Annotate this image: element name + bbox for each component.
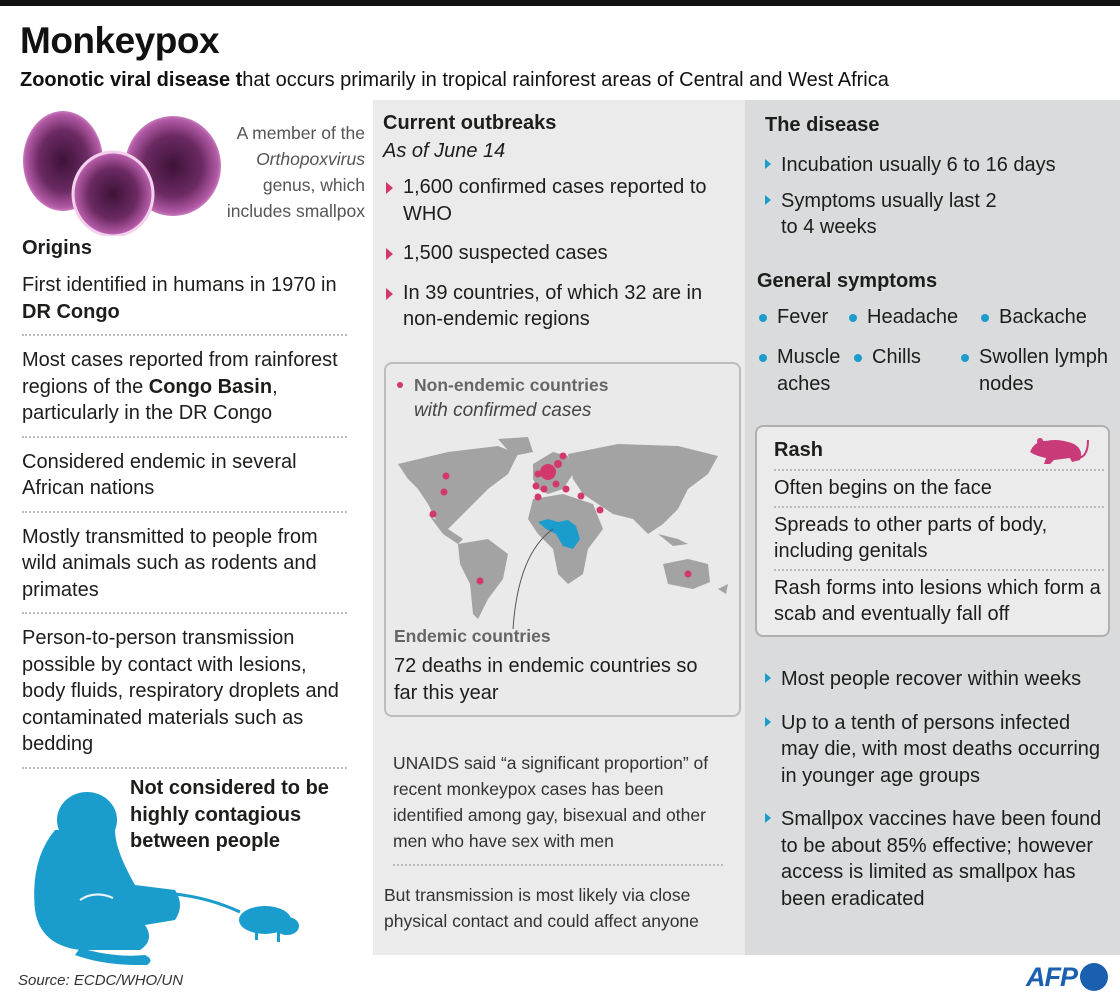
transmission-note: But transmission is most likely via close physical contact and could affect anyone [384, 885, 699, 931]
stat-item: 1,600 confirmed cases reported to WHO [383, 174, 738, 227]
source-credit: Source: ECDC/WHO/UN [18, 972, 184, 989]
dot-bullet-icon [981, 314, 989, 322]
page-subtitle [20, 69, 889, 92]
triangle-bullet-icon [765, 195, 771, 205]
symptom-item: Muscle aches [757, 344, 847, 397]
disease-heading: The disease [765, 114, 880, 136]
origin-item: Mostly transmitted to people from wild animals such as rodents and primates [22, 522, 347, 615]
endemic-deaths: 72 deaths in endemic countries so far this year [394, 655, 698, 704]
world-map-panel [384, 362, 741, 717]
triangle-bullet-icon [765, 673, 771, 683]
rash-item: Rash forms into lesions which form a scab and eventually fall off [774, 569, 1104, 632]
dot-bullet-icon [961, 354, 969, 362]
origin-item: First identified in humans in 1970 in DR Congo [22, 270, 347, 336]
stat-item: In 39 countries, of which 32 are in non-endemic regions [383, 280, 738, 333]
unaids-note: UNAIDS said “a significant proportion” of recent monkeypox cases has been identified among gay, bisexual and other men who have sex with men [393, 750, 723, 866]
pink-dot-icon [397, 382, 403, 388]
outbreaks-date: As of June 14 [383, 140, 506, 162]
triangle-bullet-icon [765, 159, 771, 169]
disease-facts [763, 152, 1108, 250]
fact-item: Most people recover within weeks [763, 666, 1108, 693]
origin-item: Considered endemic in several African nations [22, 447, 347, 513]
subtitle-rest: hat occurs primarily in tropical rainforest areas of Central and West Africa [242, 69, 889, 91]
outcome-facts [763, 666, 1108, 929]
fact-item: Smallpox vaccines have been found to be about 85% effective; however access is limited as smallpox has been eradicated [763, 806, 1103, 912]
symptom-item: Backache [979, 304, 1087, 331]
page-title: Monkeypox [20, 20, 220, 61]
subtitle-bold: Zoonotic viral disease t [20, 69, 243, 91]
outbreak-stats [383, 174, 738, 346]
triangle-bullet-icon [765, 813, 771, 823]
outbreaks-column [373, 100, 745, 955]
dot-bullet-icon [854, 354, 862, 362]
triangle-bullet-icon [765, 717, 771, 727]
disease-column [745, 100, 1120, 955]
rash-item: Spreads to other parts of body, including genitals [774, 506, 1104, 569]
rash-heading: Rash [774, 439, 823, 461]
origins-heading: Origins [22, 237, 93, 259]
virus-caption: A member of the Orthopoxvirus genus, which includes smallpox [226, 123, 365, 221]
map-legend-title: Non-endemic countries [414, 375, 609, 395]
origin-item: Most cases reported from rainforest regions of the Congo Basin, particularly in the DR Congo [22, 345, 347, 438]
symptom-item: Swollen lymph nodes [959, 344, 1109, 397]
dot-bullet-icon [849, 314, 857, 322]
rash-list [774, 469, 1104, 632]
outbreaks-heading: Current outbreaks [383, 112, 557, 134]
stat-item: 1,500 suspected cases [383, 240, 738, 267]
symptom-item: Fever [757, 304, 828, 331]
fact-item: Symptoms usually last 2 to 4 weeks [763, 188, 1003, 241]
symptom-item: Headache [847, 304, 958, 331]
symptoms-heading: General symptoms [757, 270, 938, 292]
dot-bullet-icon [759, 354, 767, 362]
triangle-bullet-icon [386, 182, 393, 194]
endemic-heading: Endemic countries [394, 626, 551, 646]
rash-item: Often begins on the face [774, 469, 1104, 506]
origin-item: Person-to-person transmission possible by contact with lesions, body fluids, respiratory droplets and contaminated materials such as bedding [22, 623, 347, 769]
fact-item: Up to a tenth of persons infected may die, with most deaths occurring in younger age groups [763, 710, 1103, 790]
fact-item: Incubation usually 6 to 16 days [763, 152, 1108, 179]
map-legend-subtitle: with confirmed cases [414, 400, 592, 421]
not-contagious-note: Not considered to be highly contagious between people [130, 777, 329, 852]
dot-bullet-icon [759, 314, 767, 322]
triangle-bullet-icon [386, 248, 393, 260]
afp-dot-icon [1080, 963, 1108, 991]
origins-list [22, 270, 347, 778]
rash-panel [755, 425, 1110, 637]
rat-icon [1024, 434, 1094, 466]
symptom-item: Chills [852, 344, 921, 371]
world-map [388, 434, 738, 629]
origins-column [0, 100, 373, 955]
top-bar [0, 0, 1120, 6]
afp-logo: AFP [1026, 962, 1108, 992]
triangle-bullet-icon [386, 288, 393, 300]
